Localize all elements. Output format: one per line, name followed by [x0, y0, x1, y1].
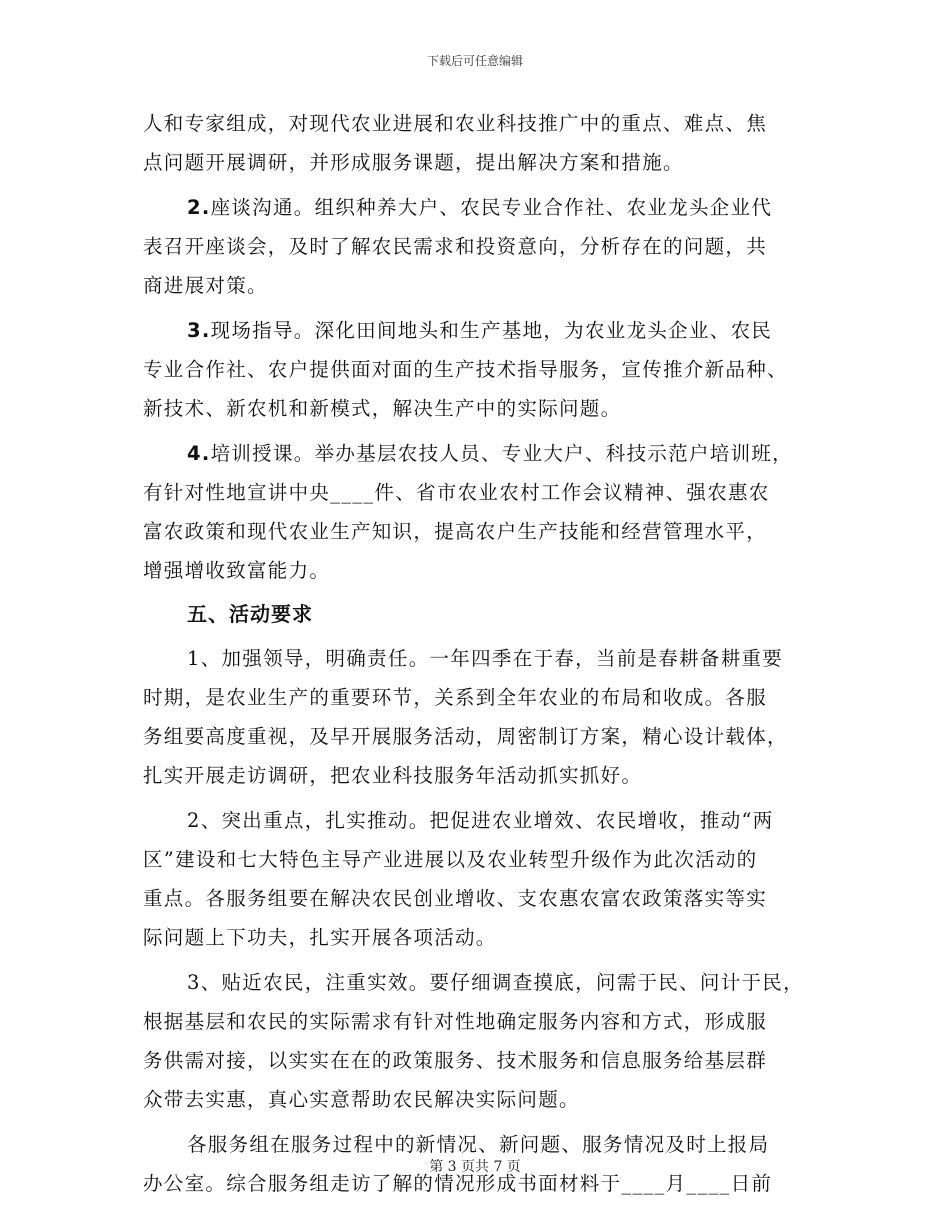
text-line: 1、加强领导，明确责任。一年四季在于春，当前是春耕备耕重要 [187, 647, 784, 670]
item-number: 3. [187, 319, 211, 342]
text-line: 众带去实惠，真心实意帮助农民解决实际问题。 [143, 1088, 580, 1111]
text-line: 根据基层和农民的实际需求有针对性地确定服务内容和方式，形成服 [143, 1010, 768, 1033]
paragraph [143, 104, 815, 182]
page-footer: 第 3 页共 7 页 [429, 1159, 521, 1175]
text-line: 点问题开展调研，并形成服务课题，提出解决方案和措施。 [143, 151, 684, 174]
paragraph [143, 188, 815, 305]
text-line: 有针对性地宣讲中央____件、省市农业农村工作会议精神、强农惠农 [143, 481, 770, 504]
paragraph [143, 311, 815, 428]
text-line: 2、突出重点，扎实推动。把促进农业增效、农民增收，推动“两 [187, 809, 774, 832]
text-line [143, 311, 815, 350]
line-text: 现场指导。深化田间地头和生产基地，为农业龙头企业、农民 [210, 319, 773, 342]
text-line: 人和专家组成，对现代农业进展和农业科技推广中的重点、难点、焦 [143, 112, 768, 135]
text-line: 新技术、新农机和新模式，解决生产中的实际问题。 [143, 397, 622, 420]
text-line: 时期，是农业生产的重要环节，关系到全年农业的布局和收成。各服 [143, 686, 768, 709]
paragraph [143, 801, 815, 957]
text-line: 商进展对策。 [143, 274, 268, 297]
document-body [143, 104, 815, 1203]
text-line: 3、贴近农民，注重实效。要仔细调查摸底，问需于民、问计于民， [187, 971, 804, 994]
text-line: 务供需对接，以实实在在的政策服务、技术服务和信息服务给基层群 [143, 1049, 768, 1072]
text-line: 富农政策和现代农业生产知识，提高农户生产技能和经营管理水平， [143, 520, 768, 543]
text-line: 扎实开展走访调研，把农业科技服务年活动抓实抓好。 [143, 764, 643, 787]
text-line: 重点。各服务组要在解决农民创业增收、支农惠农富农政策落实等实 [143, 887, 768, 910]
text-line: 表召开座谈会，及时了解农民需求和投资意向，分析存在的问题，共 [143, 235, 768, 258]
paragraph [143, 434, 815, 590]
text-line: 务组要高度重视，及早开展服务活动，周密制订方案，精心设计载体， [143, 725, 788, 748]
line-text: 座谈沟通。组织种养大户、农民专业合作社、农业龙头企业代 [210, 196, 773, 219]
section-heading-block [143, 595, 815, 634]
item-number: 2. [187, 196, 211, 219]
text-line [143, 434, 815, 473]
page-header: 下载后可任意编辑 [426, 54, 523, 68]
text-line: 增强增收致富能力。 [143, 559, 331, 582]
text-line: 专业合作社、农户提供面对面的生产技术指导服务，宣传推介新品种、 [143, 358, 788, 381]
text-line: 各服务组在服务过程中的新情况、新问题、服务情况及时上报局 [187, 1133, 770, 1156]
text-line: 区”建设和七大特色主导产业进展以及农业转型升级作为此次活动的 [143, 848, 758, 871]
paragraph [143, 963, 815, 1119]
text-line: 际问题上下功夫，扎实开展各项活动。 [143, 926, 497, 949]
section-heading: 五、活动要求 [187, 602, 313, 626]
line-text: 培训授课。举办基层农技人员、专业大户、科技示范户培训班， [210, 442, 793, 465]
item-number: 4. [187, 442, 211, 465]
paragraph [143, 639, 815, 795]
text-line: 办公室。综合服务组走访了解的情况形成书面材料于____月____日前 [143, 1172, 773, 1195]
text-line [143, 188, 815, 227]
